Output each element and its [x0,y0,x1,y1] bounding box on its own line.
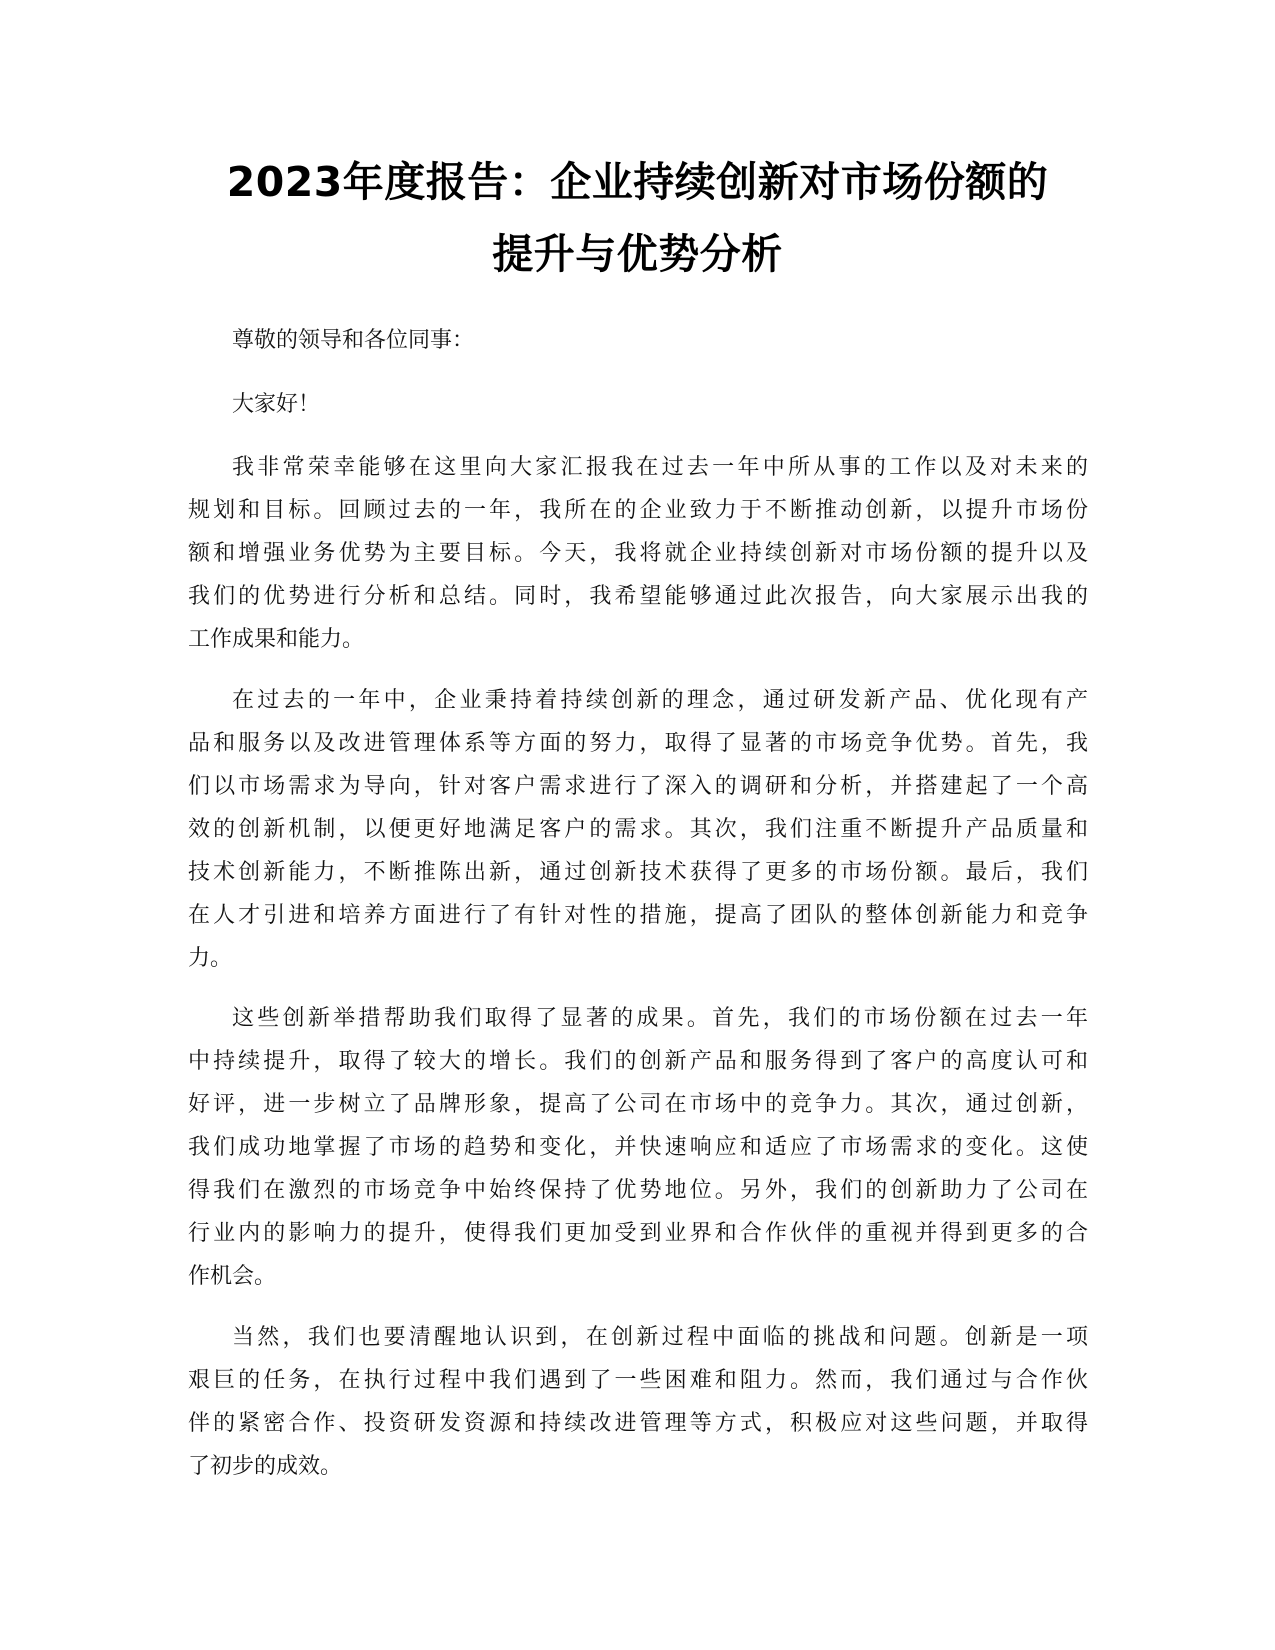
paragraph-line: 了初步的成效。 [188,1454,343,1479]
paragraph-line: 在过去的一年中，企业秉持着持续创新的理念，通过研发新产品、优化现有产 [232,688,1088,713]
document-title-line-1: 2023年度报告：企业持续创新对市场份额的 [226,158,1049,206]
paragraph-line: 作机会。 [188,1264,277,1289]
greeting: 大家好！ [232,392,321,417]
paragraph-line: 效的创新机制，以便更好地满足客户的需求。其次，我们注重不断提升产品质量和 [188,817,1088,842]
paragraph-line: 艰巨的任务，在执行过程中我们遇到了一些困难和阻力。然而，我们通过与合作伙 [188,1368,1088,1393]
paragraph-4 [188,1316,1088,1488]
paragraph-line: 力。 [188,946,233,971]
paragraph-line: 在人才引进和培养方面进行了有针对性的措施，提高了团队的整体创新能力和竞争 [188,903,1088,928]
salutation: 尊敬的领导和各位同事： [232,328,475,353]
paragraph-line: 们以市场需求为导向，针对客户需求进行了深入的调研和分析，并搭建起了一个高 [188,774,1088,799]
paragraph-line: 我们成功地掌握了市场的趋势和变化，并快速响应和适应了市场需求的变化。这使 [188,1135,1088,1160]
paragraph-2 [188,679,1088,980]
paragraph-line: 伴的紧密合作、投资研发资源和持续改进管理等方式，积极应对这些问题，并取得 [188,1411,1088,1436]
paragraph-line: 我非常荣幸能够在这里向大家汇报我在过去一年中所从事的工作以及对未来的 [232,455,1088,480]
paragraph-3 [188,997,1088,1298]
paragraph-line: 规划和目标。回顾过去的一年，我所在的企业致力于不断推动创新，以提升市场份 [188,498,1088,523]
paragraph-line: 当然，我们也要清醒地认识到，在创新过程中面临的挑战和问题。创新是一项 [232,1325,1088,1350]
paragraph-line: 这些创新举措帮助我们取得了显著的成果。首先，我们的市场份额在过去一年 [232,1006,1088,1031]
paragraph-line: 技术创新能力，不断推陈出新，通过创新技术获得了更多的市场份额。最后，我们 [188,860,1088,885]
paragraph-line: 额和增强业务优势为主要目标。今天，我将就企业持续创新对市场份额的提升以及 [188,541,1088,566]
paragraph-line: 我们的优势进行分析和总结。同时，我希望能够通过此次报告，向大家展示出我的 [188,584,1088,609]
paragraph-1 [188,446,1088,661]
paragraph-line: 品和服务以及改进管理体系等方面的努力，取得了显著的市场竞争优势。首先，我 [188,731,1088,756]
document-title-line-2: 提升与优势分析 [492,230,783,278]
paragraph-line: 工作成果和能力。 [188,627,365,652]
paragraph-line: 好评，进一步树立了品牌形象，提高了公司在市场中的竞争力。其次，通过创新， [188,1092,1088,1117]
paragraph-line: 中持续提升，取得了较大的增长。我们的创新产品和服务得到了客户的高度认可和 [188,1049,1088,1074]
paragraph-line: 得我们在激烈的市场竞争中始终保持了优势地位。另外，我们的创新助力了公司在 [188,1178,1088,1203]
paragraph-line: 行业内的影响力的提升，使得我们更加受到业界和合作伙伴的重视并得到更多的合 [188,1221,1088,1246]
